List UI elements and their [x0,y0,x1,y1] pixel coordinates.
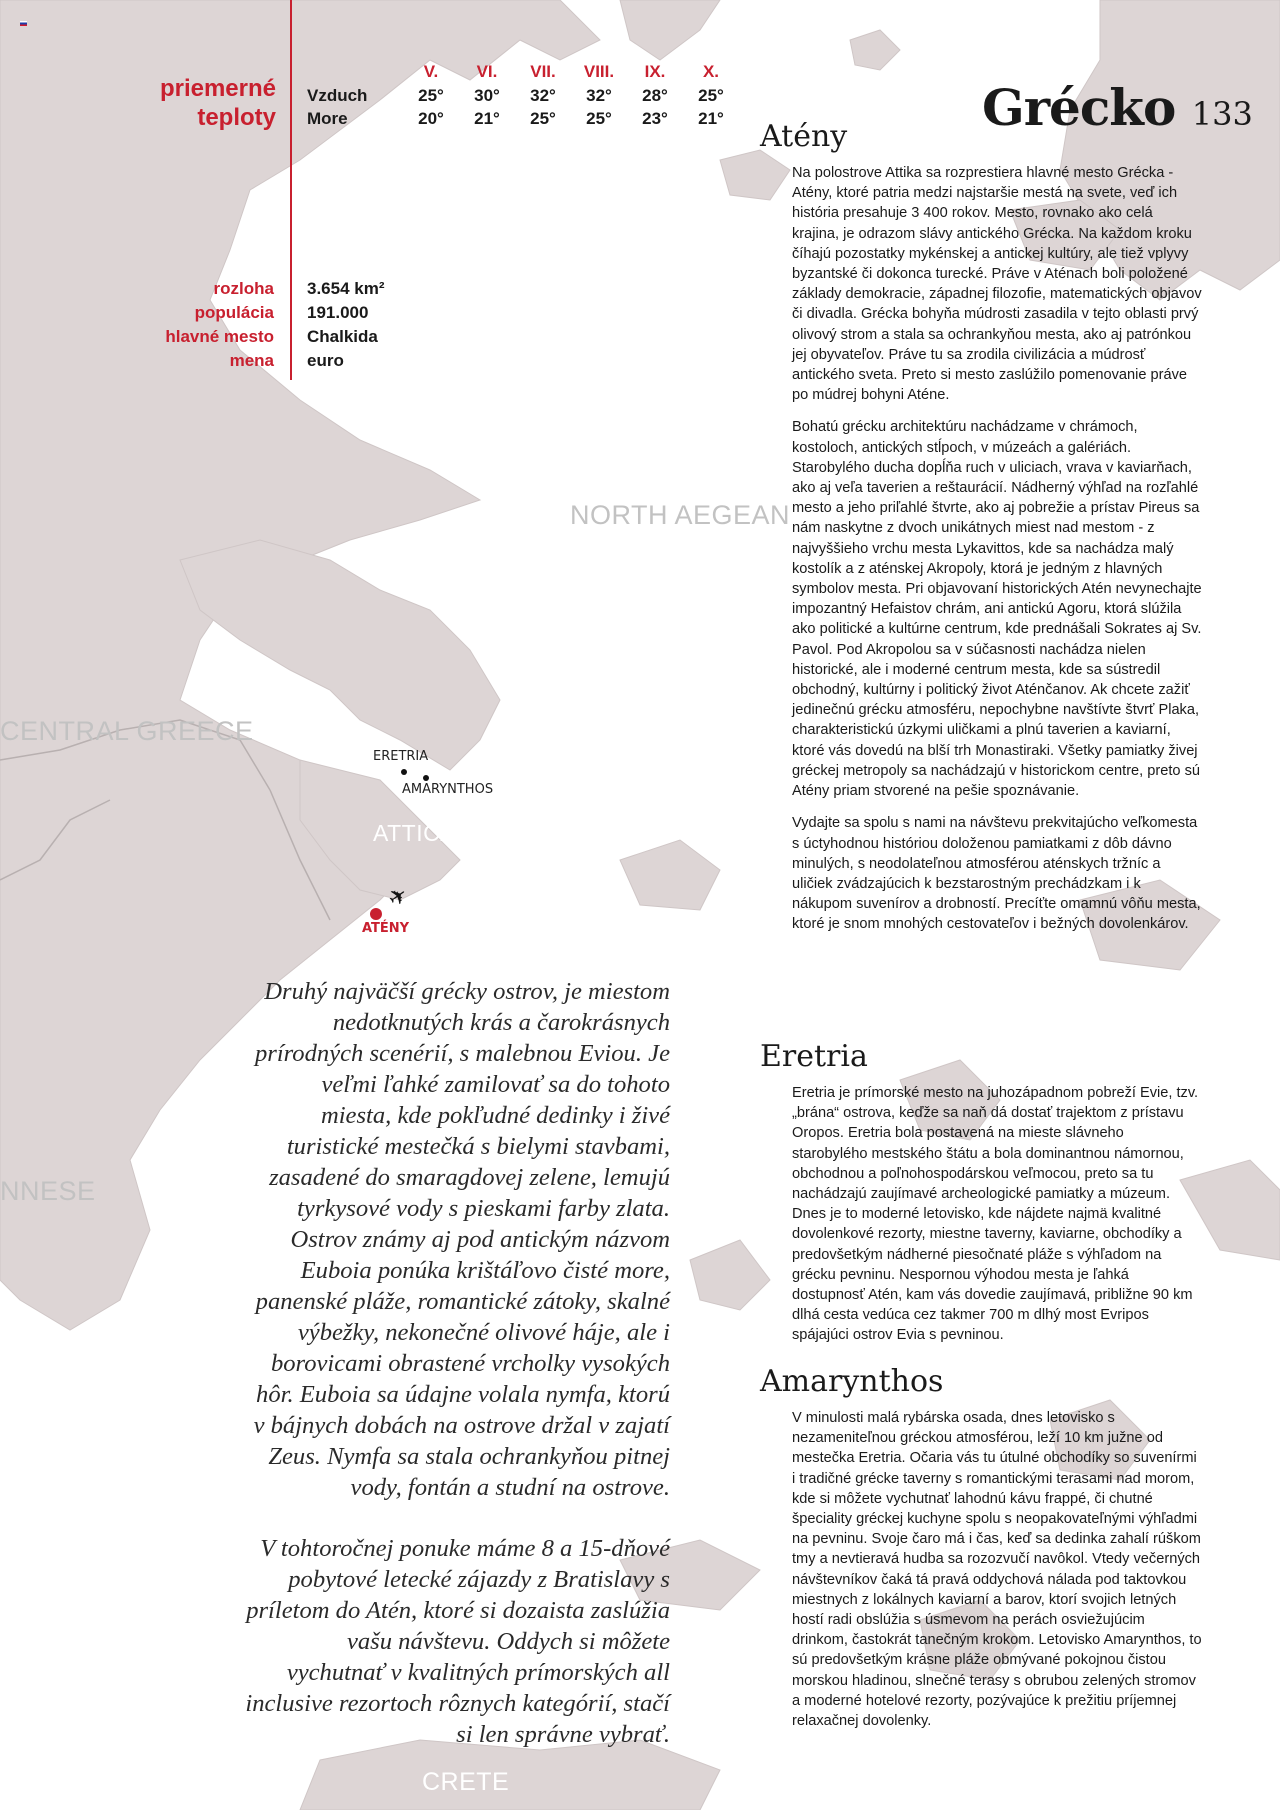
section-eretria [762,1039,1202,1358]
island [620,840,720,910]
page-title-text: Grécko [982,78,1176,137]
fact-population: populácia 191.000 [194,303,369,322]
slovak-flag-icon [20,21,27,26]
fact-area: rozloha 3.654 km² [213,279,385,298]
town-dot-eretria [401,769,407,775]
airplane-icon: ✈ [383,881,413,913]
region-label-peloponnese: NNESE [0,1176,96,1206]
quote-paragraph-1: Druhý najväčší grécky ostrov, je miestom nedotknutých krás a čarokrásnych prírodných scenérií, s malebnou Eviou. Je veľmi ľahké zamilovať sa do tohoto miesta, kde pokľudné dedinky i živé turistické mestečká s bielymi stavbami, zasadené do smaragdovej zelene, lemujú tyrkysové vody s pieskami farby zlata. Ostrov známy aj pod antickým názvom Euboia ponúka krištáľovo čisté more, panenské pláže, romantické zátoky, skalné výbežky, nekonečné olivové háje, ale i borovicami obrastené vrcholky vysokých hôr. Euboia sa údajne volala nymfa, ktorú v bájnych dobách na ostrove držal v zajatí Zeus. Nymfa sa stala ochrankyňou pitnej vody, fontán a studní na ostrove. [253,978,670,1501]
town-label-amarynthos: AMARYNTHOS [402,782,494,797]
quote-paragraph-2: V tohtoročnej ponuke máme 8 a 15-dňové pobytové letecké zájazdy z Bratislavy s príletom do Atén, ktoré si dozaista zaslúžia vašu návštevu. Oddych si môžete vychutnať v kvalitných prímorských all inclusive rezortoch rôznych kategórií, stačí si len správne vybrať. [245,1535,670,1748]
north-landmass [620,0,720,60]
section-paragraph: Bohatú grécku architektúru nachádzame v chrámoch, kostoloch, antických stĺpoch, v múzeách a galériách. Starobylého ducha dopĺňa ruch v uliciach, vrava v kaviarňach, ako aj veľa taverien a reštaurácií. Nádherný výhľad na rozľahlé mesto a jeho priľahlé štvrte, ako aj pobrežie a prístav Pireus sa nám naskytne z dvoch unikátnych miest nad mestom - z najvyššieho vrchu mesta Lykavittos, kde sa nachádza malý kostolík a z aténskej Akropoly, ktorá je jedným z hlavných symbolov mesta. Pri objavovaní historických Atén nevynechajte impozantný Hefaistov chrám, ani antickú Agoru, ktorá slúžila ako politické a kultúrne centrum, kde prednášali Sokrates aj Sv. Pavol. Pod Akropolou sa v súčasnosti nachádza nielen historické, ale i moderné centrum mesta, kde sa sústredil obchodný, kultúrny i politický život Aténčanov. Ak chcete zažiť jedinečnú grécku atmosféru, nepochybne navštívte štvrť Plaka, charakteristickú úzkymi uličkami a plnú taverien a kaviarní, ktoré vás dovedú na blší trh Monastiraki. Všetky pamiatky živej gréckej metropoly sa nachádzajú v historickom centre, preto sú Atény priam stvorené na pešie spoznávanie. [792,419,1202,800]
section-paragraph: V minulosti malá rybárska osada, dnes letovisko s nezameniteľnou gréckou atmosférou, leží 10 km južne od mestečka Eretria. Očaria vás tu útulné obchodíky so suvenírmi i tradičné grécke taverny s romantickými terasami nad morom, kde si môžete vychutnať lahodnú kávu frappé, či chutné špeciality gréckej kuchyne spolu s neopakovateľnými výhľadmi na pevninu. Svoje čaro má i čas, keď sa dedinka zahalí rúškom tmy a nevtieravá hudba sa rozozvučí navôkol. Vtedy večerných návštevníkov čaká tá pravá oddychová nálada pod taktovkou miestnych z lokálnych kaviarní a barov, ktorí svojich letných hostí radi obslúžia s úsmevom na perách osviežujúcim drinkom, častokrát tanečným krokom. Letovisko Amarynthos, to sú predovšetkým krásne pláže obmývané pokojnou čistou morskou hladinou, slnečné terasy s obrubou zelených stromov a moderné hotelové rezorty, pozývajúce k prežitiu príjemnej relaxačnej dovolenky. [792,1410,1202,1730]
town-dot-amarynthos [423,775,429,781]
section-paragraph: Eretria je prímorské mesto na juhozápadnom pobreží Evie, tzv. „brána“ ostrova, keďže sa naň dá dostať trajektom z prístavu Oropos. Eretria bola postavená na mieste slávneho starobylého mestského štátu a bola dominantnou námornou, obchodnou a poľnohospodárskou veľmocou, preto sa tu nachádzajú zaujímavé archeologické pamiatky a múzeum. Dnes je to moderné letovisko, kde nájdete najmä kvalitné dovolenkové rezorty, miestne taverny, kaviarne, obchodíky a predovšetkým nádherné piesočnaté pláže s výhľadom na grécku pevninu. Nespornou výhodou mesta je ľahká dostupnosť Atén, kam vás dovedie zaujímavá, približne 90 km dlhá cesta vedúca cez takmer 700 m dlhý most Evripos spájajúci ostrov Evia s pevninou. [792,1085,1199,1344]
page-number: 133 [1191,95,1253,133]
facts-list [120,277,385,373]
region-label-attica: ATTICA [373,820,457,846]
town-label-eretria: ERETRIA [373,749,429,764]
section-heading-eretria: Eretria [760,1039,868,1074]
temperatures-heading: priemerné teploty [159,75,276,131]
section-ateny [762,119,1202,947]
sea-temperature-row: More 20° 21° 25° 25° 23° 21° [307,108,724,128]
fact-capital: hlavné mesto Chalkida [165,327,378,346]
section-paragraph: Na polostrove Attika sa rozprestiera hlavné mesto Grécka - Atény, ktoré patria medzi najstaršie mestá na svete, veď ich história presahuje 3 400 rokov. Mesto, rovnako ako celá krajina, je odrazom slávy antického Grécka. Na každom kroku číhajú pozostatky mykénskej a antickej kultúry, ale tiež vplyvy byzantské či dokonca turecké. Práve v Aténach boli položené základy demokracie, západnej filozofie, matematických objavov či divadla. Grécka bohyňa múdrosti zasadila v tejto oblasti prvý olivový strom a stala sa ochrankyňou mesta, ako aj patrónkou jej obyvateľov. Práve tu sa zrodila civilizácia a múdrosť antického sveta. Preto si mesto zaslúžilo pomenovanie práve po múdrej bohyni Aténe. [792,165,1202,404]
section-heading-ateny: Atény [760,119,848,154]
temperature-table [307,60,739,130]
section-heading-amarynthos: Amarynthos [760,1364,944,1399]
island [850,30,900,70]
section-amarynthos [762,1364,1202,1743]
capital-label-ateny: ATÉNY [362,921,410,936]
section-paragraph: Vydajte sa spolu s nami na návštevu prekvitajúcho veľkomesta s úctyhodnou históriou doloženou pamiatkami z dôb dávno minulých, s neodolateľnou atmosférou aténskych tržníc a uličiek zvádzajúcich k bezstarostným prechádzkam i k nákupom suvenírov a drobností. Precíťte omamnú vôňu mesta, ktoré je snom mnohých cestovateľov i bežných dovolenkárov. [792,815,1201,933]
intro-quote [245,976,670,1780]
region-label-north-aegean: NORTH AEGEAN [570,500,791,530]
month-row: V. VI. VII. VIII. IX. X. [423,62,720,81]
region-label-central-greece: CENTRAL GREECE [0,716,254,746]
region-label-crete: CRETE [422,1768,510,1796]
fact-currency: mena euro [229,351,344,370]
air-temperature-row: Vzduch 25° 30° 32° 32° 28° 25° [307,85,724,105]
island [690,1240,770,1310]
capital-dot [370,908,382,920]
